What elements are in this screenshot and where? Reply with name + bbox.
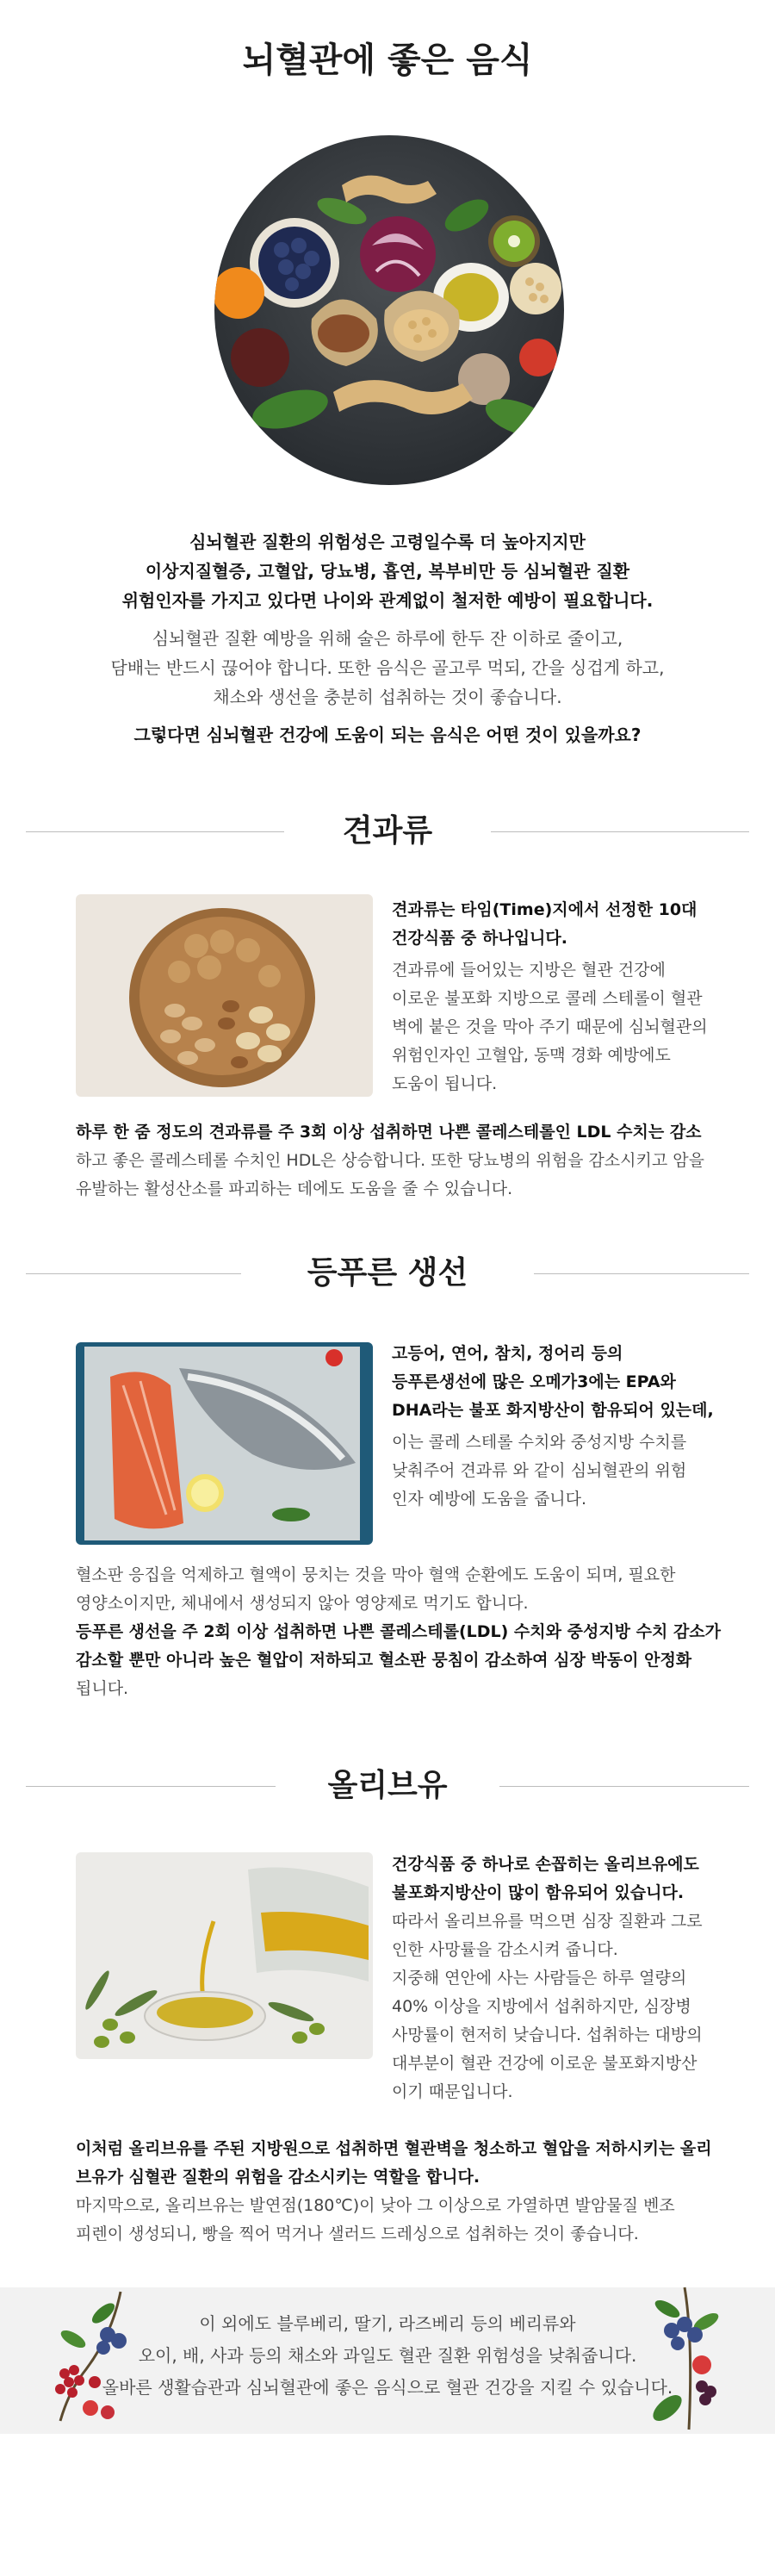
page-title: 뇌혈관에 좋은 음식 <box>242 40 533 80</box>
body-line: 혈소판 응집을 억제하고 혈액이 뭉치는 것을 막아 혈액 순환에도 도움이 되며, 필요한 <box>76 1565 676 1584</box>
body-line: 하루 한 줌 정도의 견과류를 주 3회 이상 섭취하면 나쁜 콜레스테롤인 LDL 수치는 감소 <box>76 1123 702 1142</box>
side-line: DHA라는 불포 화지방산이 함유되어 있는데, <box>392 1401 714 1420</box>
body-line: 유발하는 활성산소를 파괴하는 데에도 도움을 줄 수 있습니다. <box>76 1179 513 1198</box>
side-line: 견과류는 타임(Time)지에서 선정한 10대 <box>392 900 698 919</box>
footer-line: 올바른 생활습관과 심뇌혈관에 좋은 음식으로 혈관 건강을 지킬 수 있습니다. <box>102 2377 673 2398</box>
side-line: 이로운 불포화 지방으로 콜레 스테롤이 혈관 <box>392 989 703 1008</box>
side-line: 대부분이 혈관 건강에 이로운 불포화지방산 <box>392 2054 698 2073</box>
intro-question: 그렇다면 심뇌혈관 건강에 도움이 되는 음식은 어떤 것이 있을까요? <box>133 725 642 745</box>
intro-line: 담배는 반드시 끊어야 합니다. 또한 음식은 골고루 먹되, 간을 싱겁게 하고, <box>110 657 665 678</box>
section-title: 견과류 <box>342 813 433 849</box>
side-line: 건강식품 중 하나로 손꼽히는 올리브유에도 <box>392 1855 699 1874</box>
body-line: 등푸른 생선을 주 2회 이상 섭취하면 나쁜 콜레스테롤(LDL) 수치와 중성지방 수치 감소가 <box>76 1622 722 1641</box>
body-line: 피렌이 생성되니, 빵을 찍어 먹거나 샐러드 드레싱으로 섭취하는 것이 좋습니다. <box>76 2224 639 2243</box>
body-line: 영양소이지만, 체내에서 생성되지 않아 영양제로 먹기도 합니다. <box>76 1594 529 1613</box>
side-line: 도움이 됩니다. <box>392 1074 498 1093</box>
side-line: 벽에 붙은 것을 막아 주기 때문에 심뇌혈관의 <box>392 1017 708 1036</box>
side-line: 인한 사망률을 감소시켜 줍니다. <box>392 1940 618 1959</box>
section-title: 올리브유 <box>327 1768 448 1803</box>
side-line: 건강식품 중 하나입니다. <box>392 929 567 948</box>
body-line: 브유가 심혈관 질환의 위험을 감소시키는 역할을 합니다. <box>76 2168 480 2187</box>
section-heading <box>0 1248 775 1299</box>
side-line: 고등어, 연어, 참치, 정어리 등의 <box>392 1344 623 1363</box>
body-line: 하고 좋은 콜레스테롤 수치인 HDL은 상승합니다. 또한 당뇨병의 위험을 감소시키고 암을 <box>76 1151 704 1170</box>
side-line: 인자 예방에 도움을 줍니다. <box>392 1490 587 1509</box>
section-title: 등푸른 생선 <box>307 1255 468 1291</box>
body-line: 됩니다. <box>76 1679 129 1698</box>
fish-image <box>76 1342 373 1545</box>
intro-line: 이상지질혈증, 고혈압, 당뇨병, 흡연, 복부비만 등 심뇌혈관 질환 <box>145 561 630 582</box>
body-line: 이처럼 올리브유를 주된 지방원으로 섭취하면 혈관벽을 청소하고 혈압을 저하시키는 올리 <box>76 2139 712 2158</box>
nuts-bowl-image <box>76 894 373 1097</box>
food-collage-image <box>213 134 566 487</box>
section-heading <box>0 1760 775 1812</box>
side-line: 따라서 올리브유를 먹으면 심장 질환과 그로 <box>392 1912 703 1931</box>
section-heading <box>0 806 775 857</box>
side-line: 등푸른생선에 많은 오메가3에는 EPA와 <box>392 1372 676 1391</box>
intro-line: 위험인자를 가지고 있다면 나이와 관계없이 철저한 예방이 필요합니다. <box>121 590 654 611</box>
footer-line: 오이, 배, 사과 등의 채소와 과일도 혈관 질환 위험성을 낮춰줍니다. <box>138 2345 637 2366</box>
side-line: 이는 콜레 스테롤 수치와 중성지방 수치를 <box>392 1433 687 1452</box>
side-line: 사망률이 현저히 낮습니다. 섭취하는 대방의 <box>392 2025 703 2044</box>
side-line: 지중해 연안에 사는 사람들은 하루 열량의 <box>392 1969 687 1988</box>
body-line: 감소할 뿐만 아니라 높은 혈압이 저하되고 혈소판 뭉침이 감소하여 심장 박동이 안정화 <box>76 1651 692 1670</box>
side-line: 이기 때문입니다. <box>392 2082 513 2101</box>
side-line: 불포화지방산이 많이 함유되어 있습니다. <box>392 1883 685 1902</box>
intro-line: 채소와 생선을 충분히 섭취하는 것이 좋습니다. <box>213 687 562 707</box>
footer-line: 이 외에도 블루베리, 딸기, 라즈베리 등의 베리류와 <box>199 2313 576 2334</box>
intro-line: 심뇌혈관 질환 예방을 위해 술은 하루에 한두 잔 이하로 줄이고, <box>152 628 623 649</box>
side-line: 견과류에 들어있는 지방은 혈관 건강에 <box>392 961 666 980</box>
side-line: 40% 이상을 지방에서 섭취하지만, 심장병 <box>392 1997 691 2016</box>
side-line: 낮춰주어 견과류 와 같이 심뇌혈관의 위험 <box>392 1461 687 1480</box>
intro-line: 심뇌혈관 질환의 위험성은 고령일수록 더 높아지지만 <box>189 532 586 552</box>
olive-oil-image <box>76 1852 373 2059</box>
side-line: 위험인자인 고혈압, 동맥 경화 예방에도 <box>392 1046 671 1065</box>
body-line: 마지막으로, 올리브유는 발연점(180℃)이 낮아 그 이상으로 가열하면 발암물질 벤조 <box>76 2196 675 2215</box>
